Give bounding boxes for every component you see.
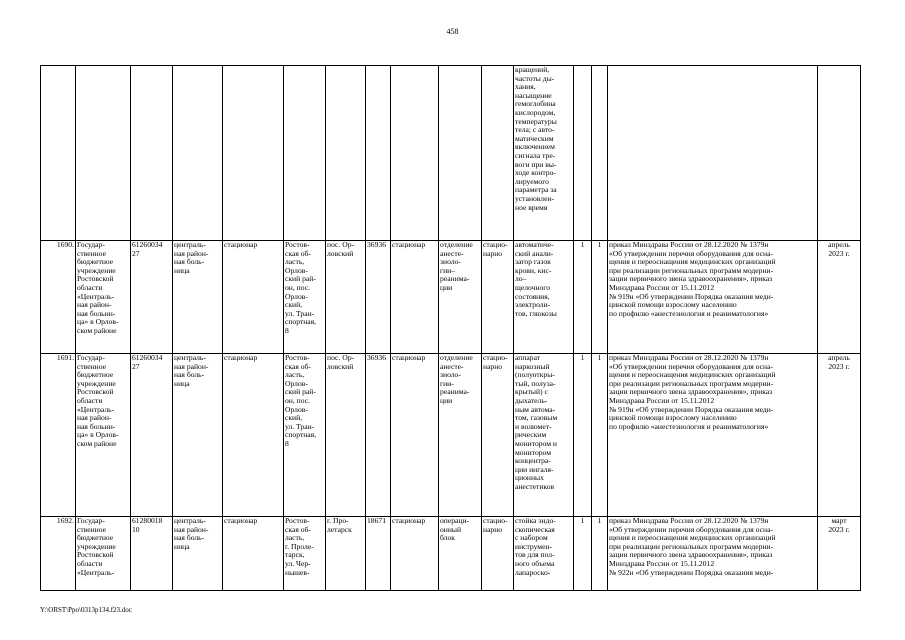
equipment-cell: кращений, частоты ды- хания, насыщение гемоглобина кислородом, температуры тела; с авто- матическим включением сигнала тре- воги при вы- ходе контро- лируемого параметра за установлен- ное время (514, 66, 574, 241)
table-row-continuation (41, 66, 861, 241)
department-cell: операци- онный блок (439, 517, 482, 591)
code-cell: 61260034 27 (131, 241, 173, 354)
page-number: 458 (446, 27, 459, 36)
table-row (41, 354, 861, 517)
code-cell: 61260034 27 (131, 354, 173, 517)
organization-cell: Государ- ственное бюджетное учреждение Ростовской области «Централь- ная район- ная больни- ца» в Орлов- ском районе (76, 354, 131, 517)
quantity-cell-2: 1 (592, 354, 608, 517)
quantity-cell-2: 1 (592, 241, 608, 354)
locality-cell: пос. Ор- ловский (326, 241, 366, 354)
table-row (41, 517, 861, 591)
index-cell: 36936 (366, 354, 391, 517)
organization-cell: Государ- ственное бюджетное учреждение Ростовской области «Централь- ная район- ная больни- ца» в Орлов- ском районе (76, 241, 131, 354)
conditions-cell: стацио- нарно (482, 241, 514, 354)
conditions-cell: стацио- нарно (482, 354, 514, 517)
care-type-cell-2: стационар (391, 517, 439, 591)
quantity-cell: 1 (574, 354, 592, 517)
quantity-cell: 1 (574, 517, 592, 591)
equipment-cell: аппарат наркозный (полуоткры- тый, полуза- крытый) с дыхатель- ным автома- том, газовым и волюмет- рическим монитором и монитором концентра- ции ингаля- ционных анестетиков (514, 354, 574, 517)
quantity-cell: 1 (574, 241, 592, 354)
organization-cell: Государ- ственное бюджетное учреждение Ростовской области «Централь- (76, 517, 131, 591)
date-cell: апрель 2023 г. (818, 241, 861, 354)
basis-cell: приказ Минздрава России от 28.12.2020 № 1379н «Об утверждении перечня оборудования для осна- щения и переоснащения медицинских организаций при реализации региональных программ модерни- зации первичного звена здравоохранения», приказ Минздрава России от 15.11.2012 № 919н «Об утверждении Порядка оказания меди- цинской помощи взрослому населению по профилю «анестезиология и реаниматология» (608, 354, 818, 517)
address-cell: Ростов- ская об- ласть, г. Проле- тарск, ул. Чер- нышев- (284, 517, 326, 591)
care-type-cell-2: стационар (391, 354, 439, 517)
locality-cell: г. Про- летарск (326, 517, 366, 591)
code-cell: 61280018 10 (131, 517, 173, 591)
index-cell: 18671 (366, 517, 391, 591)
row-number: 1692. (41, 517, 76, 591)
row-number: 1690. (41, 241, 76, 354)
footer-file-path: Y:\ORST\Ppo\0313p134.f23.doc (40, 606, 132, 614)
address-cell: Ростов- ская об- ласть, Орлов- ский рай- он, пос. Орлов- ский, ул. Тран- спортная, 8 (284, 241, 326, 354)
equipment-cell: стойка эндо- скопическая с набором инструмен- тов для пол- ного объема лапароско- (514, 517, 574, 591)
care-type-cell: стационар (223, 517, 284, 591)
equipment-table (40, 65, 861, 591)
basis-cell: приказ Минздрава России от 28.12.2020 № 1379н «Об утверждении перечня оборудования для осна- щения и переоснащения медицинских организаций при реализации региональных программ модерни- зации первичного звена здравоохранения», приказ Минздрава России от 15.11.2012 № 919н «Об утверждении Порядка оказания меди- цинской помощи взрослому населению по профилю «анестезиология и реаниматология» (608, 241, 818, 354)
index-cell: 36936 (366, 241, 391, 354)
table-row (41, 241, 861, 354)
locality-cell: пос. Ор- ловский (326, 354, 366, 517)
care-type-cell-2: стационар (391, 241, 439, 354)
equipment-cell: автоматиче- ский анали- затор газов крови, кис- ло– щелочного состояния, электроли- тов, глюкозы (514, 241, 574, 354)
quantity-cell-2: 1 (592, 517, 608, 591)
department-cell: отделение анесте- зиоло- гии- реанима- ции (439, 354, 482, 517)
basis-cell: приказ Минздрава России от 28.12.2020 № 1379н «Об утверждении перечня оборудования для осна- щения и переоснащения медицинских организаций при реализации региональных программ модерни- зации первичного звена здравоохранения», приказ Минздрава России от 15.11.2012 № 922н «Об утверждении Порядка оказания меди- (608, 517, 818, 591)
address-cell: Ростов- ская об- ласть, Орлов- ский рай- он, пос. Орлов- ский, ул. Тран- спортная, 8 (284, 354, 326, 517)
department-cell: отделение анесте- зиоло- гии– реанима- ции (439, 241, 482, 354)
org-type-cell: централь- ная район- ная боль- ница (173, 241, 223, 354)
conditions-cell: стацио- нарно (482, 517, 514, 591)
org-type-cell: централь- ная район- ная боль- ница (173, 354, 223, 517)
date-cell: апрель 2023 г. (818, 354, 861, 517)
row-number: 1691. (41, 354, 76, 517)
date-cell: март 2023 г. (818, 517, 861, 591)
org-type-cell: централь- ная район- ная боль- ница (173, 517, 223, 591)
care-type-cell: стационар (223, 354, 284, 517)
care-type-cell: стационар (223, 241, 284, 354)
